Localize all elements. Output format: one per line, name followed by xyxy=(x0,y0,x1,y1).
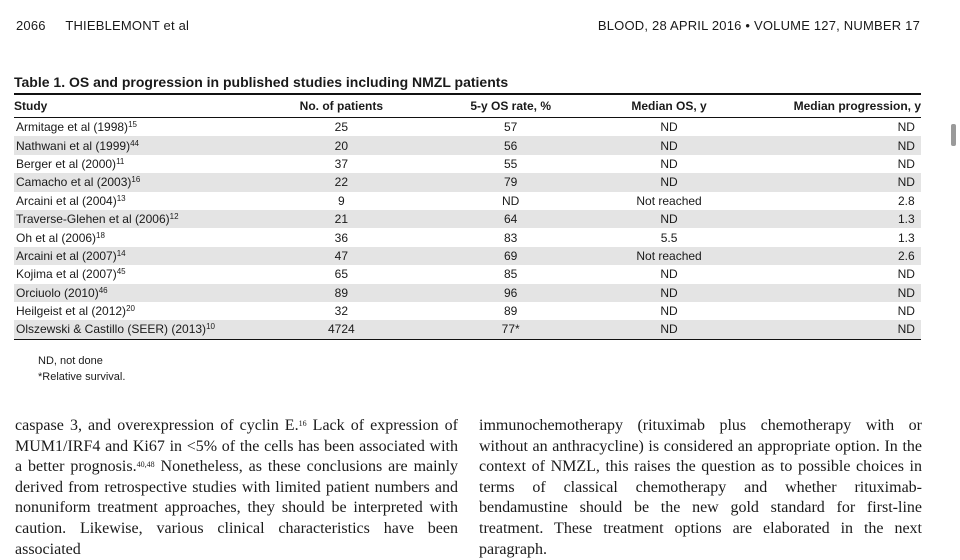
cell-median-progression: 1.3 xyxy=(897,230,915,245)
cell-median-progression: ND xyxy=(897,138,915,153)
cell-os-rate: 64 xyxy=(503,212,518,227)
cell-study xyxy=(14,228,242,246)
footnote-nd: ND, not done xyxy=(38,355,103,367)
table-row xyxy=(14,118,921,137)
scrollbar-thumb[interactable] xyxy=(951,124,956,146)
table-row xyxy=(14,247,921,265)
study-name: Armitage et al (1998) xyxy=(16,120,129,135)
table-row xyxy=(14,284,921,302)
cell-median-progression: ND xyxy=(897,285,915,300)
cell-median-os: ND xyxy=(660,212,678,227)
citation-superscript: 40,48 xyxy=(136,460,155,470)
text-run: immunochemotherapy (rituximab plus chemotherapy with or without an anthracycline) is considered an appropriate option. In the context of NMZL, this raises the question as to possible choices in terms of classical chemotherapy and whether rituximab-bendamustine should be the new gold standard for first-line treatment. These treatment options are elaborated in the next paragraph. xyxy=(479,417,922,558)
study-name: Heilgeist et al (2012) xyxy=(16,304,127,319)
running-head xyxy=(16,18,920,33)
table-header xyxy=(14,94,921,118)
study-name: Arcaini et al (2007) xyxy=(16,248,117,263)
study-name: Orciuolo (2010) xyxy=(16,285,99,300)
cell-median-os: ND xyxy=(660,267,678,282)
cell-os-rate: 57 xyxy=(503,120,518,135)
study-name: Olszewski & Castillo (SEER) (2013) xyxy=(16,322,207,337)
column-header: Study xyxy=(14,94,242,118)
study-name: Oh et al (2006) xyxy=(16,230,97,245)
column-header: Median progression, y xyxy=(758,94,921,118)
text-run: caspase 3, and overexpression of cyclin E. xyxy=(15,417,299,434)
table-title: Table 1. OS and progression in published studies including NMZL patients xyxy=(14,74,509,90)
cell-study xyxy=(14,302,242,320)
cell-study xyxy=(14,265,242,283)
cell-median-progression: ND xyxy=(897,304,915,319)
table-body xyxy=(14,118,921,340)
cell-study xyxy=(14,284,242,302)
table-row xyxy=(14,173,921,191)
cell-patients: 9 xyxy=(338,193,345,208)
cell-patients: 22 xyxy=(334,175,349,190)
table-row xyxy=(14,320,921,339)
cell-study xyxy=(14,210,242,228)
column-header: Median OS, y xyxy=(580,94,757,118)
table-header-row xyxy=(14,94,921,118)
table-row xyxy=(14,265,921,283)
cell-median-progression: ND xyxy=(897,120,915,135)
cell-median-progression: ND xyxy=(897,267,915,282)
body-paragraph-right xyxy=(479,416,922,560)
text-run: Lack of expression of MUM1/IRF4 and Ki67 in <5% of the cells has been associated with a better prognosis. xyxy=(15,417,459,476)
reference-number: 46 xyxy=(98,285,108,295)
table-row xyxy=(14,136,921,154)
table-footnotes xyxy=(38,353,125,385)
reference-number: 44 xyxy=(130,138,139,148)
cell-median-os: ND xyxy=(660,138,678,153)
cell-patients: 20 xyxy=(334,138,349,153)
cell-study xyxy=(14,320,242,339)
cell-patients: 32 xyxy=(334,304,349,319)
cell-median-progression: ND xyxy=(897,322,915,337)
body-column-left xyxy=(15,416,458,560)
table-row xyxy=(14,155,921,173)
citation-superscript: 16 xyxy=(298,419,307,428)
cell-study xyxy=(14,155,242,173)
reference-number: 12 xyxy=(169,212,179,222)
reference-number: 20 xyxy=(126,304,135,314)
study-name: Kojima et al (2007) xyxy=(16,267,117,282)
table-row xyxy=(14,228,921,246)
cell-patients: 89 xyxy=(334,285,349,300)
cell-os-rate: ND xyxy=(501,193,520,208)
cell-median-os: ND xyxy=(660,285,678,300)
cell-patients: 21 xyxy=(334,212,349,227)
reference-number: 13 xyxy=(116,193,126,203)
cell-median-os: ND xyxy=(660,120,678,135)
cell-study xyxy=(14,192,242,210)
cell-median-progression: 2.6 xyxy=(897,248,915,263)
reference-number: 10 xyxy=(206,322,215,332)
page-number: 2066 xyxy=(16,18,46,33)
reference-number: 15 xyxy=(128,120,137,130)
study-name: Berger et al (2000) xyxy=(16,156,117,171)
reference-number: 14 xyxy=(116,248,126,258)
cell-patients: 65 xyxy=(334,267,349,282)
running-head-left xyxy=(16,18,205,33)
column-header: No. of patients xyxy=(242,94,441,118)
table-row xyxy=(14,210,921,228)
text-run: Nonetheless, as these conclusions are mainly derived from retrospective studies with limited patient numbers and nonuniform treatment approaches, they should be interpreted with caution. Likewise, various clinical characteristics have been associated xyxy=(15,458,459,558)
cell-median-progression: 2.8 xyxy=(897,193,915,208)
body-paragraph-left xyxy=(15,416,458,560)
study-name: Nathwani et al (1999) xyxy=(16,138,131,153)
reference-number: 18 xyxy=(96,230,105,240)
cell-study xyxy=(14,247,242,265)
cell-median-os: ND xyxy=(660,175,678,190)
cell-median-os: Not reached xyxy=(636,193,702,208)
cell-os-rate: 83 xyxy=(503,230,518,245)
cell-study xyxy=(14,118,242,137)
cell-os-rate: 69 xyxy=(503,248,518,263)
cell-os-rate: 77* xyxy=(501,322,520,337)
table-row xyxy=(14,192,921,210)
cell-os-rate: 89 xyxy=(503,304,518,319)
column-header: 5-y OS rate, % xyxy=(441,94,581,118)
cell-study xyxy=(14,136,242,154)
cell-median-progression: 1.3 xyxy=(897,212,915,227)
cell-median-os: ND xyxy=(660,156,678,171)
table-row xyxy=(14,302,921,320)
cell-patients: 37 xyxy=(334,156,349,171)
reference-number: 11 xyxy=(116,156,125,166)
journal-citation: BLOOD, 28 APRIL 2016 • VOLUME 127, NUMBER 17 xyxy=(597,18,920,33)
cell-median-os: Not reached xyxy=(636,248,702,263)
cell-study xyxy=(14,173,242,191)
cell-median-progression: ND xyxy=(897,156,915,171)
body-column-right xyxy=(479,416,922,560)
cell-os-rate: 96 xyxy=(503,285,518,300)
cell-median-os: ND xyxy=(660,304,678,319)
cell-os-rate: 55 xyxy=(503,156,518,171)
cell-patients: 4724 xyxy=(327,322,355,337)
study-name: Camacho et al (2003) xyxy=(16,175,132,190)
cell-os-rate: 85 xyxy=(503,267,518,282)
author-line: THIEBLEMONT et al xyxy=(65,18,190,33)
cell-median-os: ND xyxy=(660,322,678,337)
studies-table xyxy=(14,93,921,340)
cell-median-progression: ND xyxy=(897,175,915,190)
reference-number: 16 xyxy=(131,175,141,185)
cell-patients: 25 xyxy=(334,120,349,135)
cell-patients: 47 xyxy=(334,248,349,263)
cell-os-rate: 79 xyxy=(503,175,518,190)
study-name: Traverse-Glehen et al (2006) xyxy=(16,212,170,227)
footnote-relative-survival: *Relative survival. xyxy=(38,371,126,383)
cell-os-rate: 56 xyxy=(503,138,518,153)
cell-patients: 36 xyxy=(334,230,349,245)
cell-median-os: 5.5 xyxy=(660,230,678,245)
reference-number: 45 xyxy=(116,267,126,277)
study-name: Arcaini et al (2004) xyxy=(16,193,117,208)
